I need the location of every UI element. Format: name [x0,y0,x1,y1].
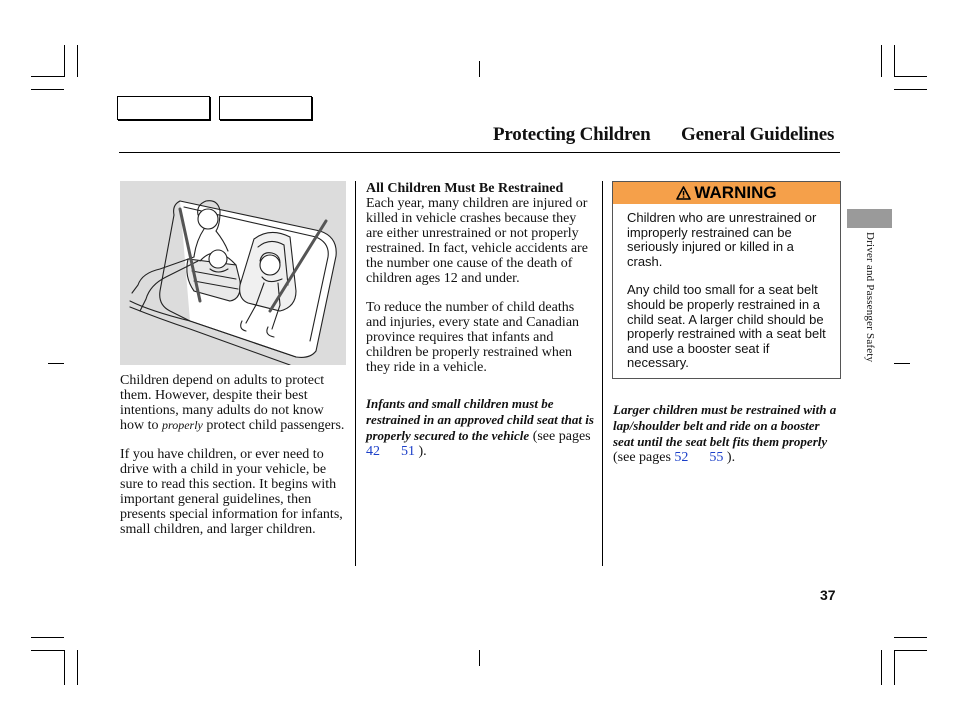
warning-body [613,204,840,371]
warning-paragraph-1: Children who are unrestrained or improperly restrained can be seriously injured or killed in a crash. [627,210,817,269]
header-rule [119,152,840,153]
restraint-heading: All Children Must Be Restrained [366,181,564,196]
warning-box [612,181,841,379]
crop-mark [48,363,64,364]
crop-mark [894,637,927,638]
warning-paragraph-2: Any child too small for a seat belt should be properly restrained in a child seat. A larger child should be properly restrained with a seat belt and use a booster seat if necessary. [627,282,826,371]
see-pages-end: ). [415,444,427,459]
warning-header [613,182,840,204]
crop-mark [881,45,882,77]
section-label: Driver and Passenger Safety [864,232,876,363]
crop-mark [894,76,927,77]
page-link-42[interactable]: 42 [366,444,380,459]
larger-child-emphasis: Larger children must be restrained with a lap/shoulder belt and ride on a booster seat until the seat belt fits them properly [613,402,837,449]
intro-text: Children depend on adults to protect them. However, despite their best intentions, many adults do not know how to [120,373,325,433]
guidance-paragraph: If you have children, or ever need to drive with a child in your vehicle, be sure to read this section. It begins with important general guidelines, then presents special information for infants, small children, and larger children. [120,447,343,537]
crop-mark [31,650,64,651]
car-seat-drawing [120,181,346,365]
crop-mark [479,61,480,77]
law-paragraph: To reduce the number of child deaths and injuries, every state and Canadian province requires that infants and children be properly restrained when they ride in a vehicle. [366,300,580,375]
see-pages-end: ). [723,450,736,465]
middle-column-text [366,181,596,473]
section-title: Protecting Children [493,124,651,145]
larger-child-requirement [613,402,839,465]
column-divider [355,181,356,566]
crop-mark [77,650,78,685]
restraint-section [366,181,596,286]
crop-mark [64,650,65,685]
nav-tab-box [117,96,210,120]
crop-mark [31,76,64,77]
left-column-text [120,373,350,551]
crop-mark [479,650,480,666]
crop-mark [894,650,895,685]
restraint-paragraph: Each year, many children are injured or killed in vehicle crashes because they are either unrestrained or not properly restrained. In fact, vehicle accidents are the number one cause of the death of children ages 12 and under. [366,196,588,286]
nav-tab-box [219,96,312,120]
page-link-52[interactable]: 52 [674,450,689,465]
column-divider [602,181,603,566]
crop-mark [31,89,64,90]
intro-emphasis: properly [162,418,203,432]
crop-mark [894,45,895,77]
warning-triangle-icon [676,186,691,200]
crop-mark [894,650,927,651]
intro-text-end: protect child passengers. [202,418,345,433]
page-link-51[interactable]: 51 [401,444,415,459]
section-tab-marker [847,209,892,228]
see-pages-text: (see pages [613,450,675,465]
crop-mark [31,637,64,638]
see-pages-text: (see pages [529,429,591,444]
crop-mark [64,45,65,77]
infant-requirement [366,396,596,459]
crop-mark [894,363,910,364]
page-number: 37 [820,587,836,603]
subsection-title: General Guidelines [681,124,835,145]
infant-requirement-emphasis: Infants and small children must be restrained in an approved child seat that is properly secured to the vehicle [366,396,594,443]
crop-mark [894,89,927,90]
children-in-car-seats-illustration [120,181,346,365]
warning-label: WARNING [694,183,777,202]
right-column-text [613,402,839,479]
crop-mark [77,45,78,77]
intro-paragraph [120,373,350,433]
crop-mark [881,650,882,685]
page-link-55[interactable]: 55 [709,450,724,465]
